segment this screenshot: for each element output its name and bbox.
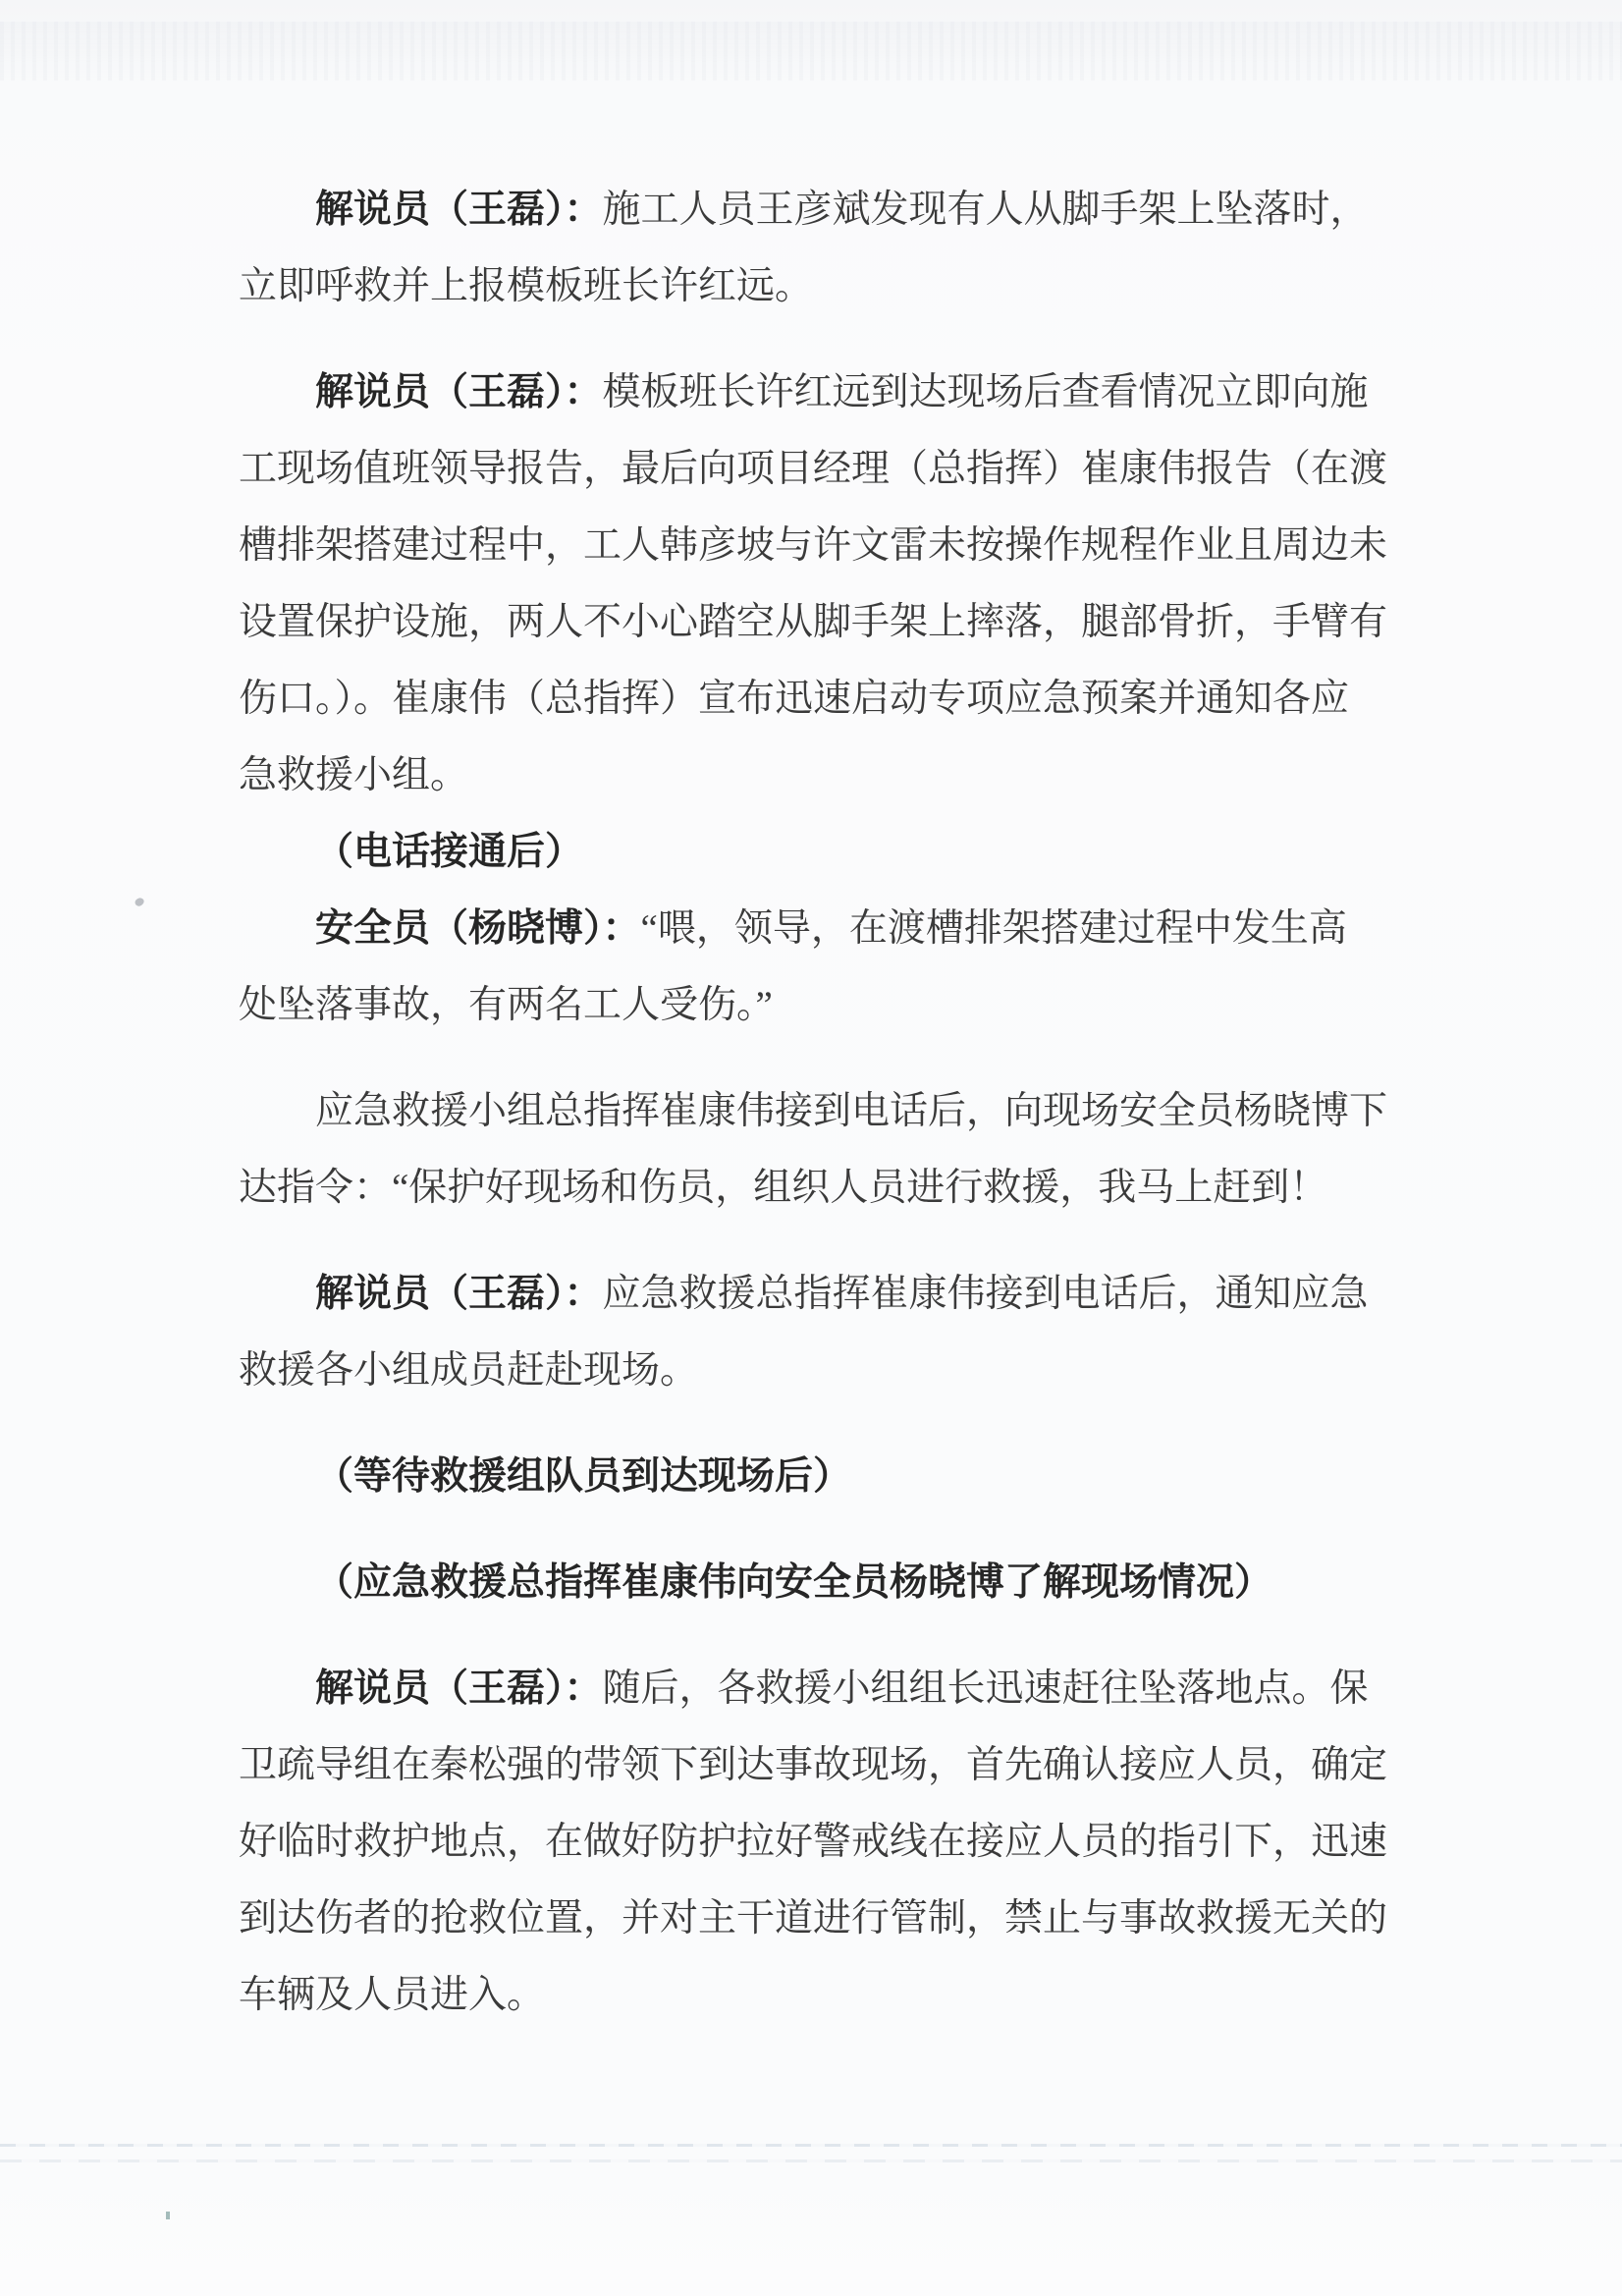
text-line <box>239 1073 1388 1150</box>
text-run: 施工人员王彦斌发现有人从脚手架上坠落时， <box>602 189 1369 231</box>
text-line <box>239 1957 1385 2034</box>
scan-streak <box>0 2159 1622 2162</box>
paragraph-safety-officer-call <box>239 891 1385 1044</box>
text-run: 达指令：“保护好现场和伤员，组织人员进行救援，我马上赶到！ <box>239 1167 1328 1209</box>
text-line <box>239 1256 1385 1333</box>
text-line <box>239 738 1385 814</box>
text-line <box>239 814 1385 891</box>
text-run: 设置保护设施，两人不小心踏空从脚手架上摔落，腿部骨折，手臂有 <box>239 601 1388 643</box>
text-line <box>239 967 1385 1044</box>
text-line <box>239 431 1388 508</box>
scan-noise-band <box>0 22 1622 81</box>
scan-speck <box>134 896 145 907</box>
text-line <box>239 248 1385 325</box>
text-line <box>239 355 1385 431</box>
stage-direction-text: （等待救援组队员到达现场后） <box>315 1455 852 1498</box>
paragraph-stage-direction-await-rescue-team <box>239 1439 1385 1515</box>
paragraph-narrator-incident-detail <box>239 355 1388 814</box>
text-line <box>239 1651 1385 1727</box>
speaker-label: 解说员（王磊）： <box>315 1273 603 1315</box>
document-text-block <box>239 172 1388 2034</box>
text-line <box>239 1727 1388 1804</box>
text-run: 车辆及人员进入。 <box>239 1974 546 2016</box>
stage-direction-text: （电话接通后） <box>315 831 584 873</box>
text-line <box>239 508 1388 584</box>
text-line <box>239 172 1385 248</box>
text-run: 好临时救护地点，在做好防护拉好警戒线在接应人员的指引下，迅速 <box>239 1821 1388 1863</box>
scan-streak <box>0 2144 1622 2147</box>
text-line <box>239 661 1385 738</box>
paragraph-narrator-report-fall <box>239 172 1385 325</box>
text-run: 急救援小组。 <box>239 754 469 796</box>
paragraph-commander-order <box>239 1073 1388 1227</box>
speaker-label: 解说员（王磊）： <box>315 1667 603 1710</box>
text-line <box>239 1804 1388 1881</box>
text-run: 立即呼救并上报模板班长许红远。 <box>239 265 814 307</box>
text-run: “喂，领导，在渡槽排架搭建过程中发生高 <box>640 907 1347 950</box>
text-run: 工现场值班领导报告，最后向项目经理（总指挥）崔康伟报告（在渡 <box>239 448 1388 490</box>
text-run: 应急救援总指挥崔康伟接到电话后，通知应急 <box>602 1273 1369 1315</box>
text-line <box>239 1881 1388 1957</box>
text-line <box>239 1150 1385 1227</box>
paragraph-narrator-notify-teams <box>239 1256 1385 1409</box>
text-line <box>239 584 1388 661</box>
paragraph-stage-direction-phone-connected <box>239 814 1385 891</box>
text-run: 槽排架搭建过程中，工人韩彦坡与许文雷未按操作规程作业且周边未 <box>239 524 1388 567</box>
paragraph-stage-direction-commander-inquiry <box>239 1545 1385 1621</box>
text-run: 处坠落事故，有两名工人受伤。” <box>239 984 773 1026</box>
scan-speck <box>166 2212 170 2219</box>
text-run: 模板班长许红远到达现场后查看情况立即向施 <box>602 371 1369 413</box>
speaker-label: 解说员（王磊）： <box>315 189 603 231</box>
text-run: 救援各小组成员赶赴现场。 <box>239 1349 699 1392</box>
text-line <box>239 1439 1385 1515</box>
text-run: 卫疏导组在秦松强的带领下到达事故现场，首先确认接应人员，确定 <box>239 1744 1388 1786</box>
text-line <box>239 1333 1385 1409</box>
text-line <box>239 1545 1385 1621</box>
text-line <box>239 891 1385 967</box>
stage-direction-text: （应急救援总指挥崔康伟向安全员杨晓博了解现场情况） <box>315 1561 1273 1604</box>
text-run: 随后，各救援小组组长迅速赶往坠落地点。保 <box>602 1667 1369 1710</box>
text-run: 应急救援小组总指挥崔康伟接到电话后，向现场安全员杨晓博下 <box>315 1090 1388 1132</box>
speaker-label: 安全员（杨晓博）： <box>315 907 641 950</box>
speaker-label: 解说员（王磊）： <box>315 371 603 413</box>
paragraph-narrator-rescue-groups-actions <box>239 1651 1388 2034</box>
text-run: 伤口。）。崔康伟（总指挥）宣布迅速启动专项应急预案并通知各应 <box>239 678 1350 720</box>
text-run: 到达伤者的抢救位置，并对主干道进行管制，禁止与事故救援无关的 <box>239 1897 1388 1940</box>
